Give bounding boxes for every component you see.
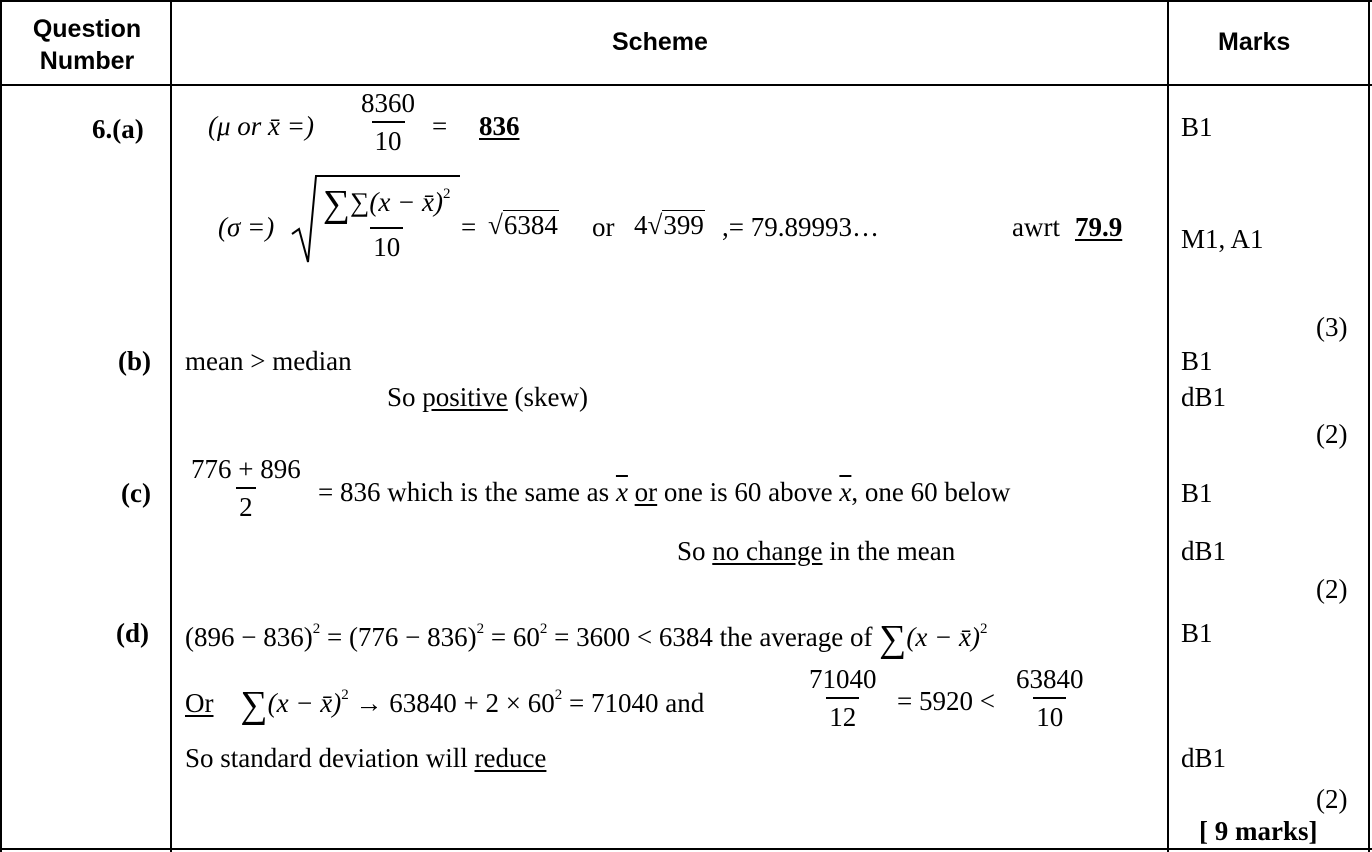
part-d-line1: $(896 - 836)^2 = (776 - 836)^2 = 60^2 = 3600 < 6384$ the average of ∑(x − x̄)$^2$ <box>185 618 988 660</box>
part-d-fraction-2 <box>1013 666 1087 731</box>
part-a-sd-awrt: awrt <box>1012 212 1060 242</box>
part-c-denominator: 2 <box>236 487 256 521</box>
part-d-line3: So standard deviation will reduce <box>185 743 547 773</box>
part-a-sd-numerator: ∑∑(x − x̄)$^2$ <box>323 183 451 225</box>
table-border-left <box>0 0 2 852</box>
part-d-fraction-2-denominator: 10 <box>1033 697 1066 731</box>
table-border-bottom <box>0 848 1372 850</box>
part-c-subtotal: (2) <box>1316 574 1348 604</box>
part-c-line1: = 836 which is the same as $\overline{x}$ or one is 60 above $\overline{x}$, one 60 below <box>318 477 1011 507</box>
header-divider <box>0 84 1372 86</box>
part-a-sd-or: or <box>592 212 615 242</box>
part-b-label: (b) <box>118 346 151 376</box>
part-a-mean-denominator: 10 <box>372 121 405 155</box>
part-d-fraction-1-denominator: 12 <box>826 697 859 731</box>
part-a-mean-fraction <box>358 90 418 155</box>
part-a-sd-denominator: 10 <box>370 227 403 261</box>
total-marks: [ 9 marks] <box>1199 816 1318 846</box>
part-b-mark-db1: dB1 <box>1181 382 1227 412</box>
part-d-subtotal: (2) <box>1316 784 1348 814</box>
part-a-sd-prefix: (σ =) <box>218 212 275 242</box>
part-c-mark-db1: dB1 <box>1181 536 1227 566</box>
part-a-sd-equals: = <box>461 212 477 242</box>
part-c-numerator: 776 + 896 <box>191 454 301 484</box>
part-c-label: (c) <box>121 478 151 508</box>
header-marks: Marks <box>1218 28 1291 56</box>
part-a-mean-prefix: (μ or x̄ =) <box>208 111 314 141</box>
part-a-sd-decimal: ,= 79.89993… <box>722 212 879 242</box>
part-d-line2-mid: = 5920 < <box>897 686 995 716</box>
part-a-sd-result: 79.9 <box>1075 212 1123 242</box>
part-a-sd-alt: 4√399 <box>634 210 704 240</box>
header-scheme: Scheme <box>612 28 708 56</box>
part-a-subtotal: (3) <box>1316 312 1348 342</box>
column-divider-1 <box>170 0 172 852</box>
part-d-mark-b1: B1 <box>1181 618 1213 648</box>
part-c-mark-b1: B1 <box>1181 478 1213 508</box>
part-d-line2: Or ∑(x − x̄)$^2$ → $63840 + 2 \times 60^2 = 71040$ and <box>185 684 705 726</box>
part-a-mark-b1: B1 <box>1181 112 1213 142</box>
part-a-mean-result: 836 <box>479 111 520 141</box>
part-d-fraction-1-numerator: 71040 <box>809 664 877 694</box>
part-a-mean-equals: = <box>432 111 448 141</box>
part-a-sd-fraction <box>320 185 454 261</box>
part-b-line2: So positive (skew) <box>387 382 589 412</box>
part-b-subtotal: (2) <box>1316 419 1348 449</box>
part-a-label: 6.(a) <box>92 114 144 144</box>
table-border-right <box>1368 0 1370 852</box>
part-b-mark-b1: B1 <box>1181 346 1213 376</box>
part-c-line2: So no change in the mean <box>677 536 956 566</box>
part-d-fraction-1 <box>806 666 880 731</box>
part-d-fraction-2-numerator: 63840 <box>1016 664 1084 694</box>
part-c-fraction <box>188 456 304 521</box>
header-question-number: Question Number <box>32 15 142 75</box>
part-a-mean-numerator: 8360 <box>361 88 415 118</box>
part-a-mark-m1a1: M1, A1 <box>1181 224 1264 254</box>
column-divider-2 <box>1167 0 1169 852</box>
part-d-label: (d) <box>116 618 149 648</box>
part-d-mark-db1: dB1 <box>1181 743 1227 773</box>
part-a-sd-sqrt: √6384 <box>488 210 558 240</box>
part-b-line1: mean > median <box>185 346 352 376</box>
